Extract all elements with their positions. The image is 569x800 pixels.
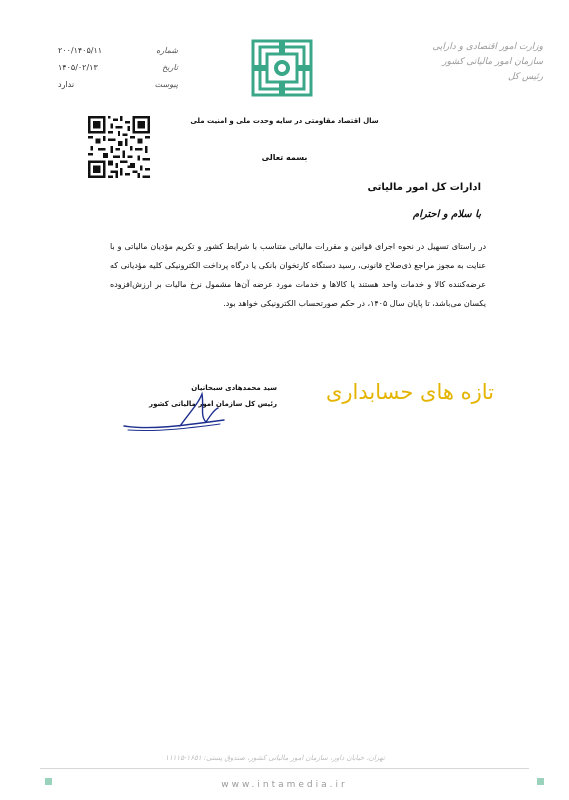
letter-meta (58, 42, 178, 93)
meta-number-row (58, 42, 178, 59)
watermark-text: تازه های حسابداری (325, 380, 494, 404)
meta-attachment-row (58, 76, 178, 93)
recipient: ادارات کل امور مالیاتی (367, 182, 481, 193)
letter-body: در راستای تسهیل در نحوه اجرای قوانین و مقررات مالیاتی متناسب با شرایط کشور و تکریم مؤدیان مالیاتی و با عنایت به مجوز مراجع ذی‌صلاح قانونی، رسید دستگاه کارتخوان بانکی یا درگاه پرداخت الکترونیکی کلیه مؤدیانی که عرضه‌کننده کالا و خدمات واحد هستند یا کالاها و خدمات مورد عرضه آن‌ها مشمول نرخ مالیات بر ارزش‌افزوده یکسان می‌باشد، تا پایان سال ۱۴۰۵، در حکم صورتحساب الکترونیکی خواهد بود. (110, 242, 486, 308)
meta-attachment-value: ندارد (58, 80, 75, 89)
meta-number-label: شماره (156, 46, 178, 55)
meta-number-value: ۲۰۰/۱۴۰۵/۱۱ (58, 46, 103, 55)
office-line: رئیس کل (507, 72, 543, 82)
meta-date-value: ۱۴۰۵/۰۲/۱۳ (58, 63, 98, 72)
meta-date-label: تاریخ (162, 63, 178, 72)
signatory-title: رئیس کل سازمان امور مالیاتی کشور (149, 400, 277, 408)
organization-line: سازمان امور مالیاتی کشور (442, 57, 543, 67)
tax-organization-emblem (250, 38, 314, 98)
meta-date-row (58, 59, 178, 76)
bismillah: بسمه تعالی (261, 153, 308, 162)
year-slogan: سال اقتصاد مقاومتی در سایه وحدت ملی و امنیت ملی (190, 117, 379, 125)
handwritten-signature (120, 386, 230, 434)
footer-url[interactable]: www.intamedia.ir (221, 780, 348, 790)
greeting: با سلام و احترام (412, 209, 481, 220)
ministry-line: وزارت امور اقتصادی و دارایی (432, 42, 543, 52)
footer-address: تهران، خیابان داور، سازمان امور مالیاتی کشور، صندوق پستی: ۱۶۵۱-۱۱۱۱۵ (165, 754, 385, 762)
footer-divider (40, 768, 529, 769)
ministry-header (393, 40, 543, 85)
qr-code (86, 116, 152, 178)
meta-attachment-label: پیوست (154, 80, 178, 89)
signatory-name: سید محمدهادی سبحانیان (191, 384, 277, 392)
